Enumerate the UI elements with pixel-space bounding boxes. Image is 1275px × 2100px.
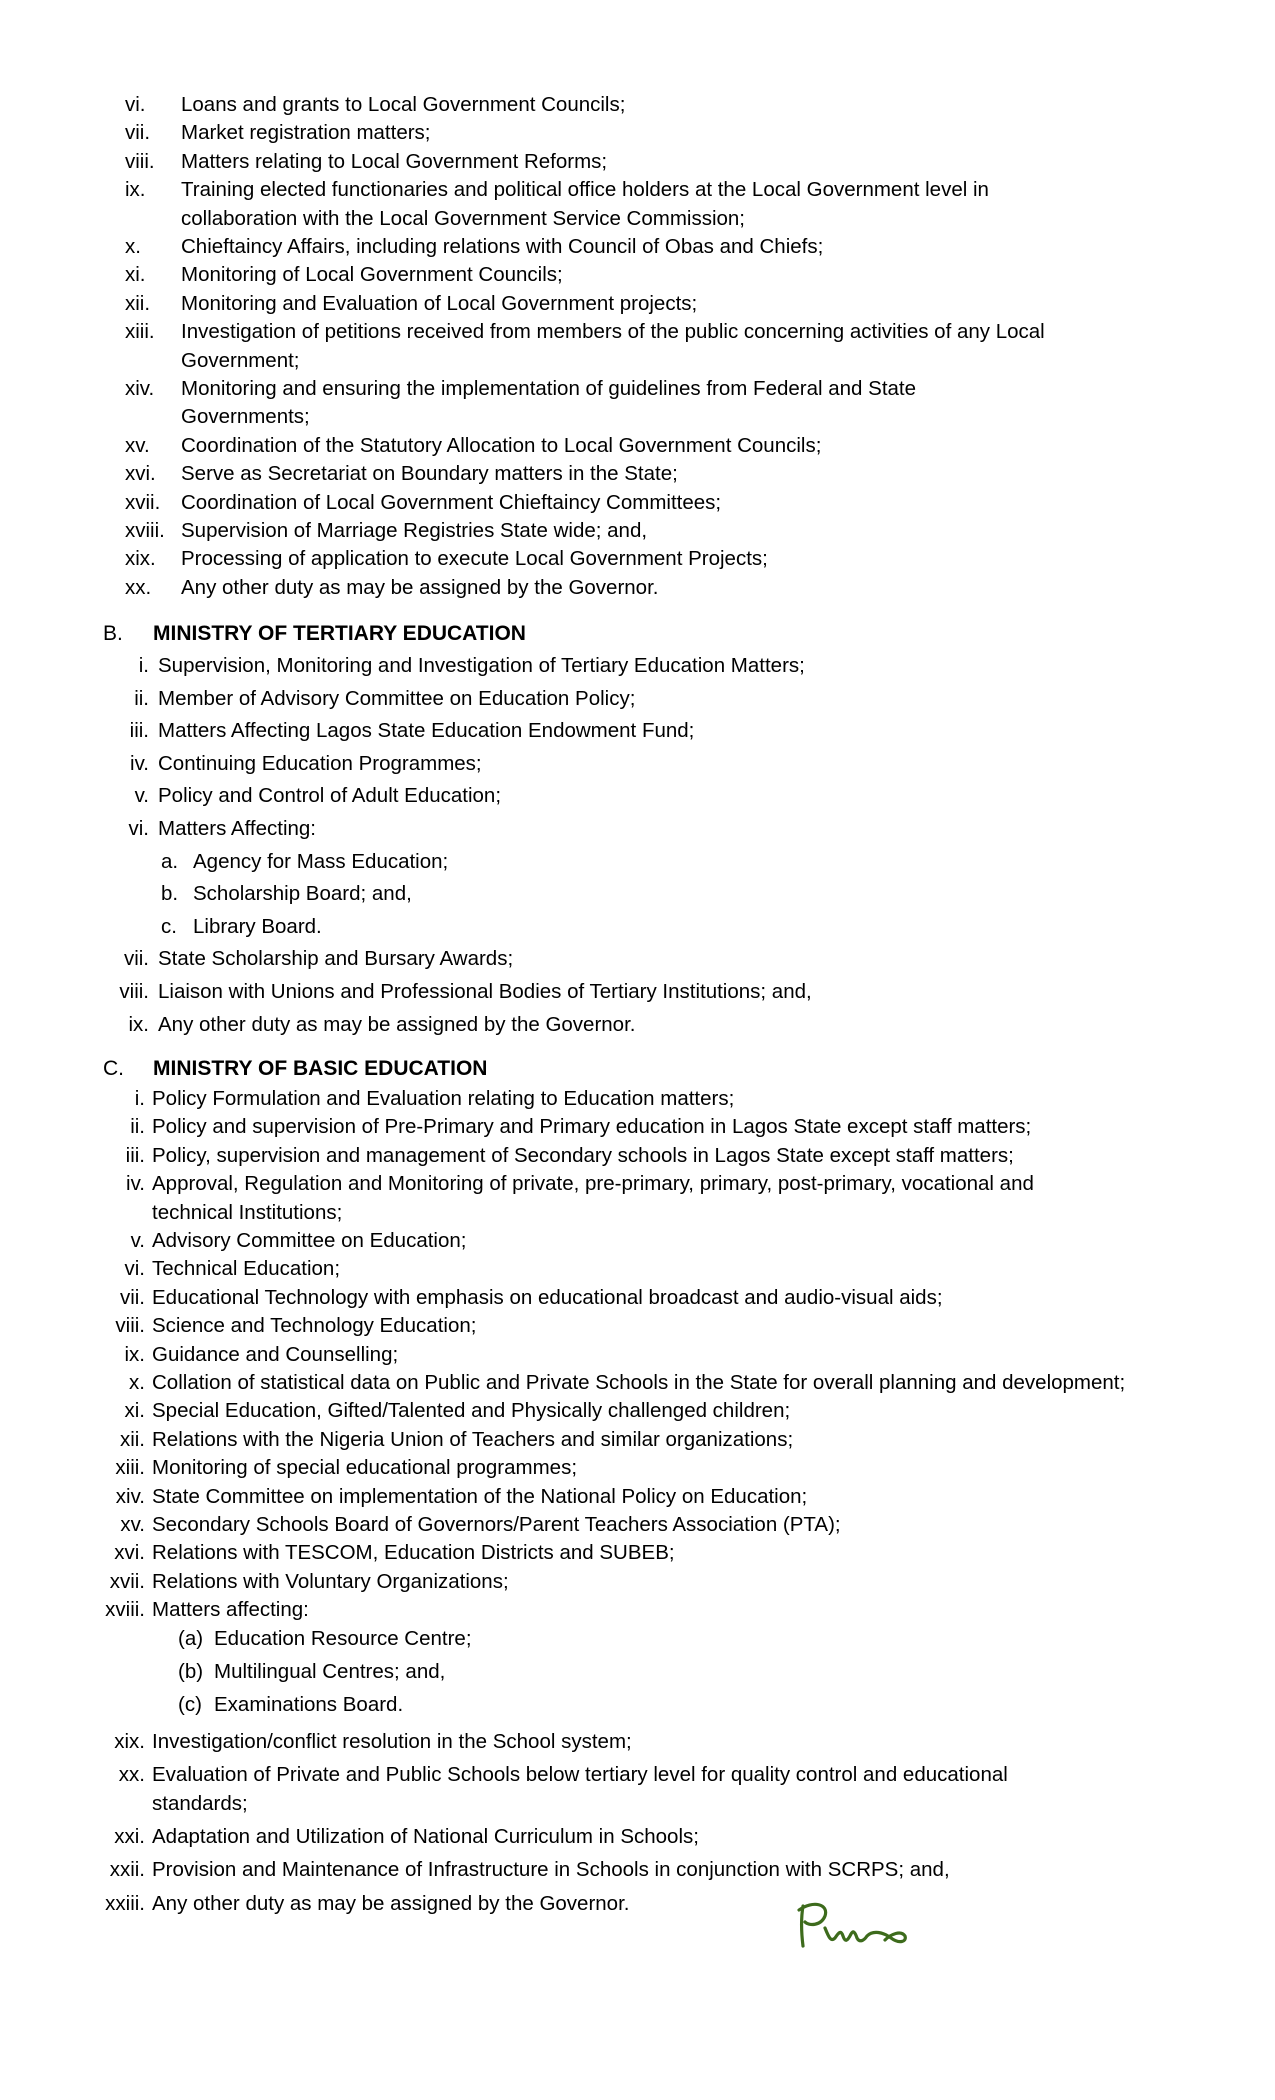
list-item — [0, 233, 1275, 261]
list-item — [0, 119, 1275, 147]
list-item — [0, 652, 1275, 680]
item-number: xiii. — [115, 1456, 145, 1480]
section-b-title: MINISTRY OF TERTIARY EDUCATION — [153, 622, 526, 645]
list-item — [0, 460, 1275, 488]
item-text: technical Institutions; — [152, 1200, 343, 1224]
item-number: (b) — [178, 1660, 204, 1683]
list-item — [0, 717, 1275, 745]
item-text: Educational Technology with emphasis on educational broadcast and audio-visual aids; — [152, 1285, 943, 1309]
item-text: Secondary Schools Board of Governors/Parent Teachers Association (PTA); — [152, 1513, 841, 1536]
item-text: Matters Affecting: — [158, 817, 317, 840]
list-item — [0, 1511, 1275, 1539]
item-text: Evaluation of Private and Public Schools below tertiary level for quality control and educational — [152, 1763, 1008, 1787]
item-number: b. — [161, 882, 179, 906]
item-text: collaboration with the Local Government Service Commission; — [181, 206, 746, 230]
sub-list-item — [0, 913, 1275, 941]
item-number: c. — [161, 914, 177, 938]
item-text: Continuing Education Programmes; — [158, 751, 482, 775]
item-number: xiv. — [115, 1484, 145, 1508]
list-item — [0, 375, 1275, 403]
item-number: xxiii. — [105, 1891, 145, 1915]
item-text: Training elected functionaries and political office holders at the Local Government level in — [181, 178, 989, 202]
item-text: Policy, supervision and management of Secondary schools in Lagos State except staff matters; — [152, 1143, 1014, 1167]
item-number: viii. — [125, 149, 155, 173]
item-text: Agency for Mass Education; — [193, 849, 449, 873]
item-number: x. — [125, 235, 141, 258]
item-text: Processing of application to execute Local Government Projects; — [181, 547, 768, 571]
item-number: v. — [134, 784, 149, 808]
list-item — [0, 1483, 1275, 1511]
item-number: xii. — [119, 1427, 145, 1451]
list-item — [0, 1011, 1275, 1039]
item-text: Examinations Board. — [214, 1693, 404, 1717]
item-number: v. — [130, 1229, 145, 1252]
item-text: Relations with Voluntary Organizations; — [152, 1569, 509, 1593]
item-number: xviii. — [105, 1598, 145, 1622]
list-item — [0, 1369, 1275, 1397]
list-item — [0, 978, 1275, 1006]
item-number: xviii. — [125, 519, 165, 542]
item-text: Approval, Regulation and Monitoring of private, pre-primary, primary, post-primary, vocational and — [152, 1172, 1034, 1196]
item-number: (c) — [178, 1693, 202, 1717]
item-text: Technical Education; — [152, 1257, 341, 1281]
item-number: vii. — [125, 121, 151, 145]
item-text: Serve as Secretariat on Boundary matters in the State; — [181, 462, 678, 486]
item-text: Supervision, Monitoring and Investigation of Tertiary Education Matters; — [158, 654, 805, 677]
item-number: viii. — [115, 1314, 145, 1338]
item-text: Advisory Committee on Education; — [152, 1229, 467, 1252]
item-text: Chieftaincy Affairs, including relations with Council of Obas and Chiefs; — [181, 235, 824, 258]
signature-mark — [795, 1898, 915, 1958]
list-item — [0, 1142, 1275, 1170]
item-text: Coordination of Local Government Chieftaincy Committees; — [181, 490, 722, 514]
item-text: Monitoring and ensuring the implementation of guidelines from Federal and State — [181, 377, 917, 400]
item-text: Relations with the Nigeria Union of Teachers and similar organizations; — [152, 1427, 794, 1451]
list-item — [0, 1454, 1275, 1482]
list-item — [0, 1227, 1275, 1255]
item-number: ii. — [134, 686, 149, 710]
item-number: xv. — [120, 1513, 145, 1536]
item-number: a. — [161, 849, 179, 873]
item-text: Policy and supervision of Pre-Primary and Primary education in Lagos State except staff matters; — [152, 1115, 1032, 1139]
item-text: Policy Formulation and Evaluation relating to Education matters; — [152, 1087, 735, 1110]
sub-list-item — [0, 848, 1275, 876]
list-item — [0, 1085, 1275, 1113]
list-item — [0, 318, 1275, 346]
item-text: Investigation/conflict resolution in the School system; — [152, 1729, 632, 1753]
item-number: xiii. — [125, 320, 155, 344]
item-number: i. — [138, 654, 149, 677]
list-item — [0, 1170, 1275, 1198]
list-item — [0, 176, 1275, 204]
item-text: Member of Advisory Committee on Education Policy; — [158, 686, 636, 710]
item-text: State Scholarship and Bursary Awards; — [158, 947, 514, 971]
list-item — [0, 1255, 1275, 1283]
item-text: Special Education, Gifted/Talented and Physically challenged children; — [152, 1399, 791, 1423]
item-number: xix. — [114, 1729, 145, 1753]
sub-list-item — [0, 880, 1275, 908]
list-item — [0, 1284, 1275, 1312]
list-item — [0, 1761, 1275, 1789]
item-number: xii. — [125, 291, 151, 315]
item-number: xi. — [124, 1399, 145, 1423]
item-number: vii. — [123, 947, 149, 971]
item-number: viii. — [119, 980, 149, 1003]
list-item — [0, 1539, 1275, 1567]
item-text: Provision and Maintenance of Infrastructure in Schools in conjunction with SCRPS; and, — [152, 1858, 950, 1882]
item-number: xxi. — [114, 1825, 145, 1848]
list-item — [0, 1856, 1275, 1884]
list-item — [0, 91, 1275, 119]
list-item — [0, 1199, 1275, 1227]
item-text: Science and Technology Education; — [152, 1314, 477, 1338]
item-text: Any other duty as may be assigned by the Governor. — [152, 1891, 630, 1915]
list-item — [0, 1113, 1275, 1141]
sub-list-item — [0, 1658, 1275, 1686]
item-text: State Committee on implementation of the National Policy on Education; — [152, 1484, 808, 1508]
list-item — [0, 750, 1275, 778]
item-text: Investigation of petitions received from members of the public concerning activities of any Local — [181, 320, 1045, 344]
item-text: Supervision of Marriage Registries State wide; and, — [181, 519, 648, 542]
item-number: xvi. — [114, 1541, 145, 1565]
item-text: Library Board. — [193, 914, 322, 938]
list-item — [0, 1890, 1275, 1918]
item-number: xx. — [125, 575, 152, 599]
item-number: iv. — [126, 1172, 145, 1196]
list-item — [0, 1426, 1275, 1454]
item-text: Market registration matters; — [181, 121, 431, 145]
list-item — [0, 517, 1275, 545]
item-text: Relations with TESCOM, Education Districts and SUBEB; — [152, 1541, 675, 1565]
list-item — [0, 489, 1275, 517]
item-text: Coordination of the Statutory Allocation to Local Government Councils; — [181, 433, 822, 457]
item-text: Matters Affecting Lagos State Education Endowment Fund; — [158, 719, 695, 743]
item-number: ix. — [124, 1342, 145, 1366]
list-item — [0, 545, 1275, 573]
item-text: Scholarship Board; and, — [193, 882, 412, 906]
item-number: vii. — [119, 1285, 145, 1309]
item-number: (a) — [178, 1626, 204, 1650]
list-item — [0, 1312, 1275, 1340]
list-item — [0, 205, 1275, 233]
section-b-letter: B. — [103, 622, 123, 645]
item-number: vi. — [128, 817, 149, 840]
section-c-letter: C. — [103, 1057, 124, 1080]
item-text: Any other duty as may be assigned by the Governor. — [181, 575, 659, 599]
item-text: standards; — [152, 1791, 248, 1815]
list-item — [0, 403, 1275, 431]
section-c-title: MINISTRY OF BASIC EDUCATION — [153, 1057, 488, 1080]
item-number: iii. — [129, 719, 149, 743]
item-text: Government; — [181, 348, 300, 372]
item-number: iv. — [130, 751, 149, 775]
item-text: Monitoring of Local Government Councils; — [181, 263, 563, 287]
item-text: Education Resource Centre; — [214, 1626, 472, 1650]
item-text: Monitoring and Evaluation of Local Government projects; — [181, 291, 698, 315]
item-number: xxii. — [109, 1858, 145, 1882]
item-text: Liaison with Unions and Professional Bodies of Tertiary Institutions; and, — [158, 980, 812, 1003]
item-number: xv. — [125, 433, 150, 457]
list-item — [0, 261, 1275, 289]
item-number: ii. — [130, 1115, 145, 1139]
list-item — [0, 290, 1275, 318]
list-item — [0, 782, 1275, 810]
sub-list-item — [0, 1691, 1275, 1719]
list-item — [0, 574, 1275, 602]
list-item — [0, 1568, 1275, 1596]
item-number: xix. — [125, 547, 156, 571]
item-number: iii. — [125, 1143, 145, 1167]
list-item — [0, 1728, 1275, 1756]
item-text: Guidance and Counselling; — [152, 1342, 399, 1366]
item-number: vi. — [124, 1257, 145, 1281]
list-item — [0, 685, 1275, 713]
item-text: Monitoring of special educational programmes; — [152, 1456, 578, 1480]
item-text: Matters relating to Local Government Reforms; — [181, 149, 608, 173]
list-item — [0, 1790, 1275, 1818]
list-item — [0, 1341, 1275, 1369]
item-text: Matters affecting: — [152, 1598, 309, 1622]
item-text: Any other duty as may be assigned by the Governor. — [158, 1012, 636, 1036]
list-item — [0, 1823, 1275, 1851]
list-item — [0, 347, 1275, 375]
item-number: xi. — [125, 263, 146, 287]
item-number: xx. — [118, 1763, 145, 1787]
list-item — [0, 815, 1275, 843]
list-item — [0, 1397, 1275, 1425]
item-number: xvii. — [109, 1569, 145, 1593]
item-number: xiv. — [125, 377, 155, 400]
item-number: xvi. — [125, 462, 156, 486]
item-number: xvii. — [125, 490, 161, 514]
list-item — [0, 1596, 1275, 1624]
item-number: i. — [134, 1087, 145, 1110]
item-number: x. — [129, 1371, 145, 1394]
item-number: ix. — [128, 1012, 149, 1036]
item-text: Governments; — [181, 405, 310, 429]
item-text: Adaptation and Utilization of National Curriculum in Schools; — [152, 1825, 699, 1848]
item-number: ix. — [125, 178, 146, 202]
item-text: Loans and grants to Local Government Councils; — [181, 93, 626, 116]
list-item — [0, 432, 1275, 460]
item-text: Collation of statistical data on Public and Private Schools in the State for overall planning and development; — [152, 1371, 1126, 1394]
item-number: vi. — [125, 93, 146, 116]
list-item — [0, 945, 1275, 973]
list-item — [0, 148, 1275, 176]
sub-list-item — [0, 1625, 1275, 1653]
item-text: Policy and Control of Adult Education; — [158, 784, 502, 808]
item-text: Multilingual Centres; and, — [214, 1660, 446, 1683]
